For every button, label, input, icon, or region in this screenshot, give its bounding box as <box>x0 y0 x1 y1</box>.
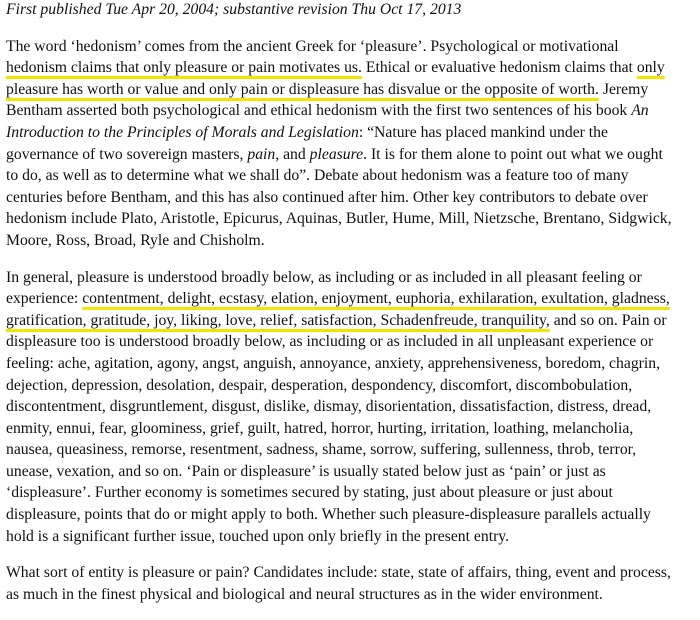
p1-text-1: The word ‘hedonism’ comes from the ancient Greek for ‘pleasure’. Psychological or motivational <box>6 37 619 55</box>
p1-text-6: . It is for them alone to point out what we ought to do, as well as to determine what we shall do”. Debate about hedonism was a feature too of many centuries before Bentham, and this has also continued after him. Other key contributors to debate over hedonism include Plato, Aristotle, Epicurus, Aquinas, Butler, Hume, Mill, Nietzsche, Brentano, Sidgwick, Moore, Ross, Broad, Ryle and Chisholm. <box>6 145 672 249</box>
highlight-ethical-hedonism: only pleasure has worth or value and only pain or displeasure has disvalue or the opposite of worth. <box>6 59 665 98</box>
p1-text-2: Ethical or evaluative hedonism claims that <box>361 59 637 77</box>
paragraph-hedonism-definition <box>6 36 674 252</box>
publication-dates: First published Tue Apr 20, 2004; substantive revision Thu Oct 17, 2013 <box>6 1 462 18</box>
article-body <box>6 0 674 620</box>
p3-text-1: What sort of entity is pleasure or pain? Candidates include: state, state of affairs, thing, event and process, as much in the finest physical and biological and neural structures as in the wider environment. <box>6 564 671 603</box>
book-title: An Introduction to the Principles of Morals and Legislation <box>6 102 649 141</box>
paragraph-entity-question <box>6 562 674 605</box>
p2-text-1: In general, pleasure is understood broadly below, as including or as included in all pleasant feeling or experience: <box>6 268 642 308</box>
p1-text-5: , and <box>275 145 310 163</box>
paragraph-pleasure-pain-scope <box>6 267 674 548</box>
pleasure-word: pleasure <box>309 145 364 163</box>
highlight-pleasure-list: contentment, delight, ecstasy, elation, enjoyment, euphoria, exhilaration, exultation, gladness, gratification, gratitude, joy, liking, love, relief, satisfaction, Schadenfreude, tranquility, <box>6 290 670 329</box>
p1-text-4: : “Nature has placed mankind under the governance of two sovereign masters, <box>6 123 608 163</box>
pain-word: pain <box>247 145 276 163</box>
p2-text-2: and so on. Pain or displeasure too is understood broadly below, as including or as included in all unpleasant experience or feeling: ache, agitation, agony, angst, anguish, annoyance, anxiety, apprehensiveness, boredom, chagrin, dejection, depression, desolation, despair, desperation, despondency, discomfort, discombobulation, discontentment, disgruntlement, disgust, dislike, dismay, disorientation, dissatisfaction, distress, dread, enmity, ennui, fear, gloominess, grief, guilt, hatred, horror, hurting, irritation, loathing, melancholia, nausea, queasiness, remorse, resentment, sadness, shame, sorrow, suffering, sullenness, throb, terror, unease, vexation, and so on. ‘Pain or displeasure’ is usually stated below just as ‘pain’ or just as ‘displeasure’. Further economy is sometimes secured by stating, just about pleasure or just about displeasure, points that do or might apply to both. Whether such pleasure-displeasure parallels actually hold is a significant further issue, touched upon only briefly in the present entry. <box>6 311 667 545</box>
p1-text-3: Jeremy Bentham asserted both psychological and ethical hedonism with the first two sentences of his book <box>6 80 649 120</box>
highlight-psychological-hedonism: hedonism claims that only pleasure or pain motivates us. <box>6 59 362 77</box>
